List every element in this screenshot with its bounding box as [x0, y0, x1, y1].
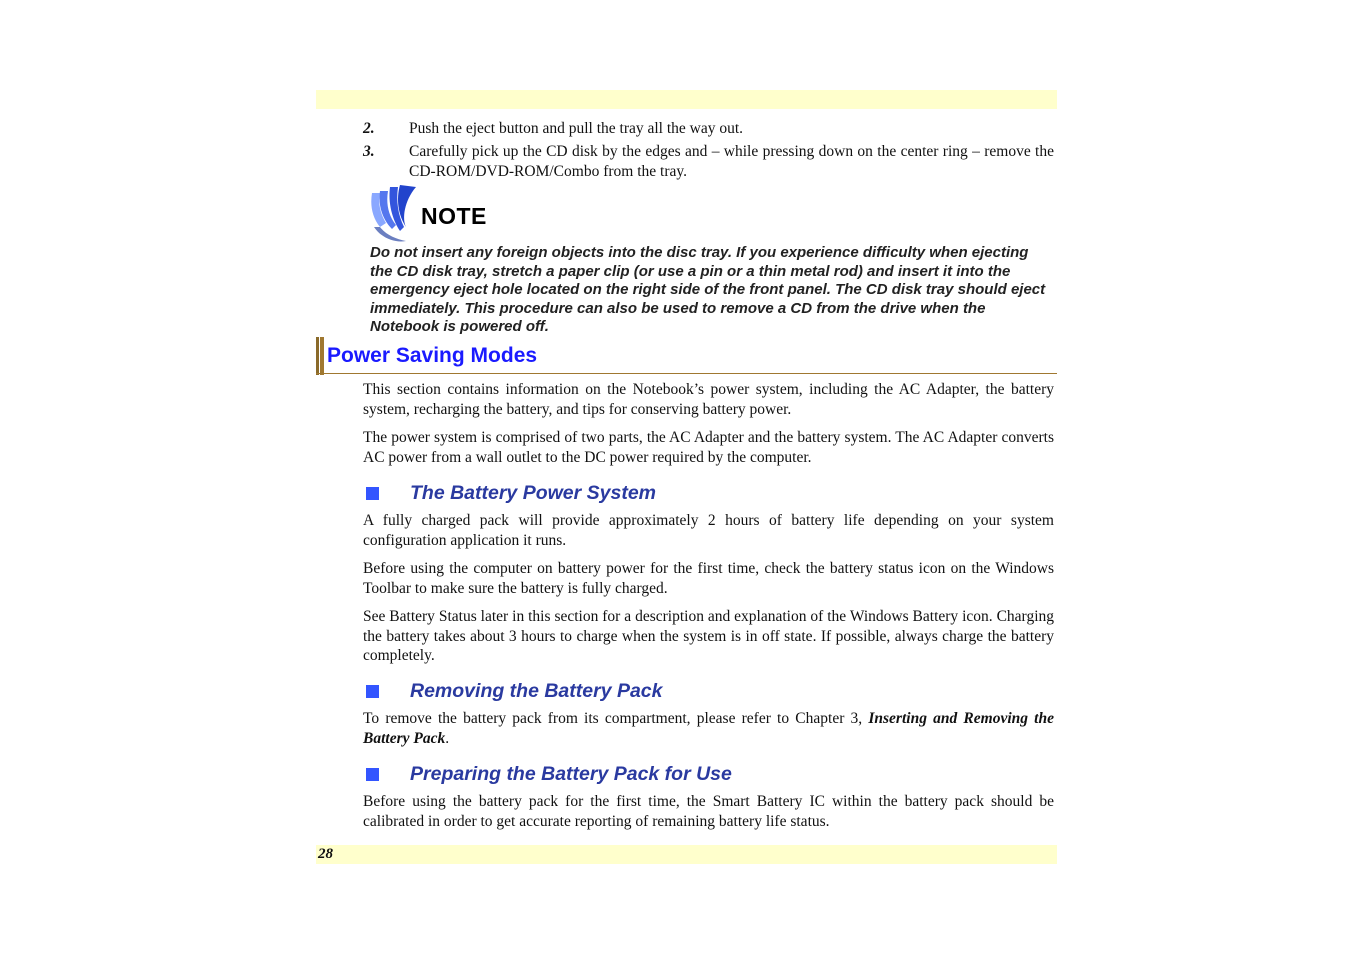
paragraph-text: To remove the battery pack from its compartment, please refer to Chapter 3,: [363, 710, 869, 727]
bullet-square-icon: [366, 768, 379, 781]
paragraph: This section contains information on the Notebook’s power system, including the AC Adapter, the battery system, recharging the battery, and tips for conserving battery power.: [363, 381, 1054, 418]
footer-band: [316, 845, 1057, 864]
note-text: Do not insert any foreign objects into the disc tray. If you experience difficulty when ejecting the CD disk tray, stretch a paper clip (or use a pin or a thin metal rod) and insert it into the emergency eject hole located on the right side of the front panel. The CD disk tray should eject immediately. This procedure can also be used to remove a CD from the drive when the Notebook is powered off.: [370, 244, 1046, 336]
paragraph-text: .: [445, 729, 450, 747]
header-band: [316, 90, 1057, 109]
note-label: NOTE: [421, 203, 487, 229]
bullet-square-icon: [366, 487, 379, 500]
page-number: 28: [318, 846, 333, 862]
bullet-square-icon: [366, 685, 379, 698]
step-text: Carefully pick up the CD disk by the edges and – while pressing down on the center ring – remove the CD-ROM/DVD-ROM/Combo from the tray.: [409, 143, 1054, 180]
step-number: 2.: [363, 120, 375, 137]
chapter-reference: Inserting and Removing the Battery Pack: [363, 710, 1054, 747]
paragraph: A fully charged pack will provide approximately 2 hours of battery life depending on your system configuration application it runs.: [363, 512, 1054, 549]
subsection-title: Preparing the Battery Pack for Use: [410, 763, 732, 785]
note-icon: [366, 183, 418, 245]
paragraph: See Battery Status later in this section for a description and explanation of the Windows Battery icon. Charging the battery takes about 3 hours to charge when the system is in off state. If possible, always charge the battery completely.: [363, 608, 1054, 664]
paragraph: The power system is comprised of two parts, the AC Adapter and the battery system. The AC Adapter converts AC power from a wall outlet to the DC power required by the computer.: [363, 429, 1054, 466]
subsection-title: Removing the Battery Pack: [410, 680, 663, 702]
divider: [316, 373, 1057, 374]
section-title: Power Saving Modes: [327, 344, 538, 367]
paragraph: Before using the battery pack for the first time, the Smart Battery IC within the battery pack should be calibrated in order to get accurate reporting of remaining battery life status.: [363, 793, 1054, 830]
section-marker: [316, 337, 324, 375]
subsection-title: The Battery Power System: [410, 482, 657, 504]
step-number: 3.: [363, 143, 375, 160]
paragraph: [363, 709, 1054, 748]
step-text: Push the eject button and pull the tray all the way out.: [409, 120, 744, 137]
paragraph: Before using the computer on battery power for the first time, check the battery status icon on the Windows Toolbar to make sure the battery is fully charged.: [363, 560, 1054, 597]
